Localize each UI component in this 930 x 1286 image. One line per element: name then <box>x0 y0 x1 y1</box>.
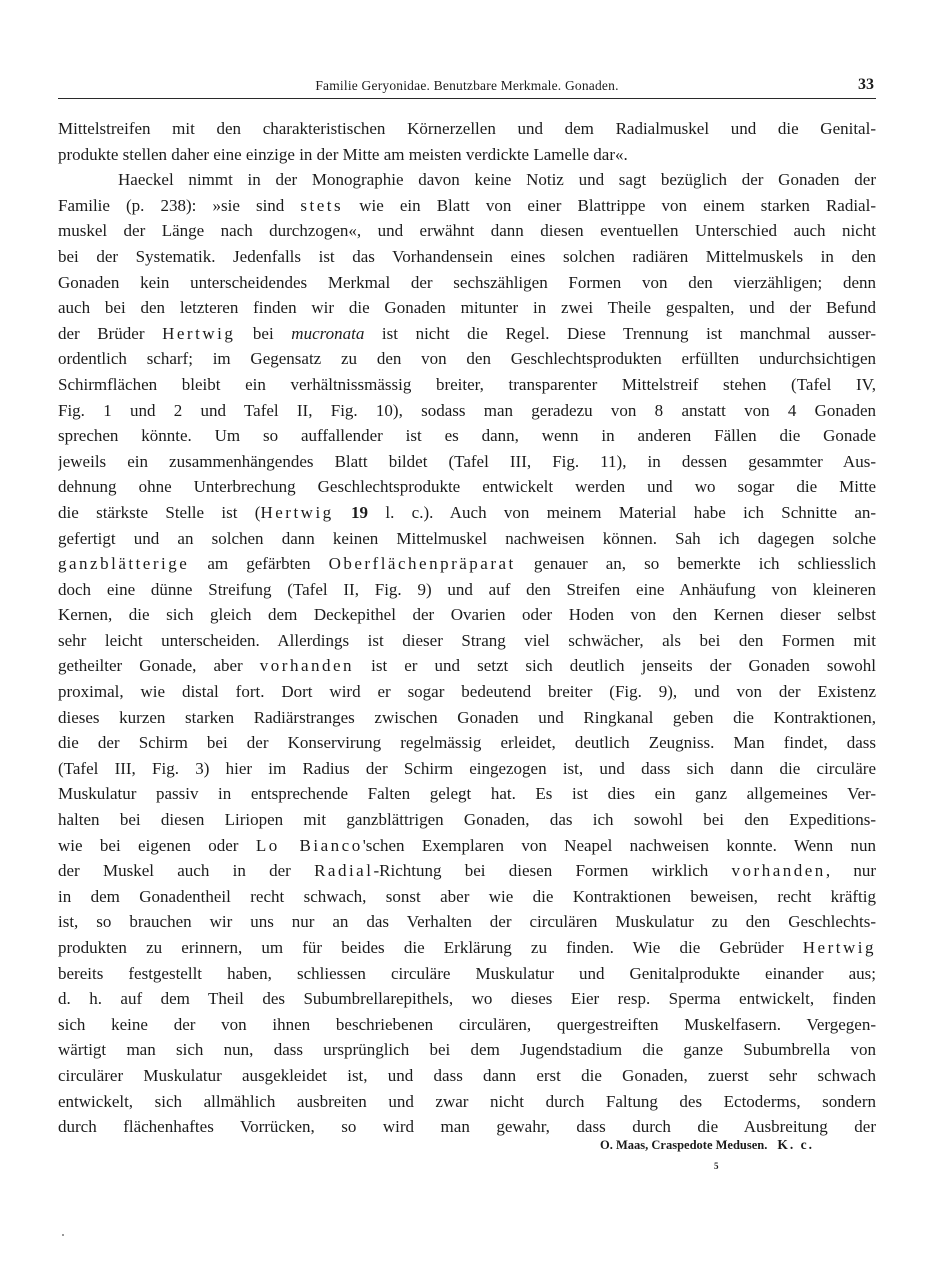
text-line: bei der Systematik. Jedenfalls ist das Vorhandensein eines solchen radiären Mittelmuskels in den <box>58 246 876 266</box>
emphasis-spaced: stets <box>300 195 344 215</box>
text-line: in dem Gonadentheil recht schwach, sonst aber wie die Kontraktionen beweisen, recht kräftig <box>58 886 876 906</box>
text-line: durch flächenhaftes Vorrücken, so wird man gewahr, dass durch die Ausbreitung der <box>58 1117 876 1137</box>
text-line: sprechen könnte. Um so auffallender ist es dann, wenn in anderen Fällen die Gonade <box>58 426 876 446</box>
running-title: Familie Geryonidae. Benutzbare Merkmale. Gonaden. <box>315 78 619 93</box>
text-line: getheilter Gonade, aber vorhanden ist er und setzt sich deutlich jenseits der Gonaden sowohl <box>58 656 876 676</box>
page-number: 33 <box>858 76 874 93</box>
text-line: muskel der Länge nach durchzogen«, und erwähnt dann diesen eventuellen Unterschied auch nicht <box>58 221 876 241</box>
text-line: der Muskel auch in der Radial-Richtung bei diesen Formen wirklich vorhanden, nur <box>58 861 876 881</box>
text-line: die stärkste Stelle ist (Hertwig 19 l. c.). Auch von meinem Material habe ich Schnitte an- <box>58 502 876 522</box>
text-line: doch eine dünne Streifung (Tafel II, Fig. 9) und auf den Streifen eine Anhäufung von kleineren <box>58 579 876 599</box>
emphasis-spaced: Oberflächenpräparat <box>328 554 516 574</box>
running-head <box>58 76 876 99</box>
signature-author: O. Maas, Craspedote Medusen. <box>600 1138 768 1152</box>
text-line: wärtigt man sich nun, dass ursprünglich bei dem Jugendstadium die ganze Subumbrella von <box>58 1040 876 1060</box>
text-line: produkten zu erinnern, um für beides die Erklärung zu finden. Wie die Gebrüder Hertwig <box>58 938 876 957</box>
species-name: mucronata <box>291 323 365 343</box>
text-line: jeweils ein zusammenhängendes Blatt bildet (Tafel III, Fig. 11), in dessen gesammter Aus- <box>58 451 876 471</box>
text-line: Haeckel nimmt in der Monographie davon keine Notiz und sagt bezüglich der Gonaden der <box>118 170 876 190</box>
signature-line <box>600 1137 876 1153</box>
text-line: Fig. 1 und 2 und Tafel II, Fig. 10), sodass man geradezu von 8 anstatt von 4 Gonaden <box>58 400 876 420</box>
emphasis-spaced: Radial <box>314 861 374 881</box>
text-line: Muskulatur passiv in entsprechende Falten gelegt hat. Es ist dies ein ganz allgemeines Ver- <box>58 784 876 804</box>
text-line: die der Schirm bei der Konservirung regelmässig erleidet, deutlich Zeugniss. Man findet, dass <box>58 733 876 753</box>
signature-key: K. c. <box>777 1137 814 1152</box>
scan-speck <box>62 1234 64 1236</box>
text-line: ganzblätterige am gefärbten Oberflächenpräparat genauer an, so bemerkte ich schliesslich <box>58 554 876 574</box>
text-line: Mittelstreifen mit den charakteristischen Körnerzellen und dem Radialmuskel und die Genital- <box>58 119 876 138</box>
text-line: sich keine der von ihnen beschriebenen circulären, quergestreiften Muskelfasern. Vergegen- <box>58 1014 876 1034</box>
text-line: der Brüder Hertwig bei mucronata ist nicht die Regel. Diese Trennung ist manchmal ausser- <box>58 323 876 343</box>
emphasis-spaced: vorhanden <box>731 861 826 881</box>
text-line: Gonaden kein unterscheidendes Merkmal der sechszähligen Formen von den vierzähligen; denn <box>58 272 876 292</box>
text-line: dehnung ohne Unterbrechung Geschlechtsprodukte entwickelt werden und wo sogar die Mitte <box>58 477 876 497</box>
text-line: sehr leicht unterscheiden. Allerdings ist dieser Strang viel schwächer, als bei den Formen mit <box>58 630 876 650</box>
text-line: produkte stellen daher eine einzige in der Mitte am meisten verdickte Lamelle dar«. <box>58 144 628 164</box>
text-line: halten bei diesen Liriopen mit ganzblättrigen Gonaden, das ich sowohl bei den Expeditions- <box>58 810 876 830</box>
body-text <box>58 116 876 1140</box>
emphasis-spaced: ganzblätterige <box>58 554 190 574</box>
text-line: dieses kurzen starken Radiärstranges zwischen Gonaden und Ringkanal geben die Kontraktionen, <box>58 707 876 727</box>
text-line: bereits festgestellt haben, schliessen circuläre Muskulatur und Genitalprodukte einander aus; <box>58 963 876 983</box>
emphasis-spaced: vorhanden <box>259 656 355 676</box>
text-line: proximal, wie distal fort. Dort wird er sogar bedeutend breiter (Fig. 9), und von der Existenz <box>58 682 876 702</box>
text-line: ist, so brauchen wir uns nur an das Verhalten der circulären Muskulatur zu den Geschlechts- <box>58 912 876 932</box>
text-line: entwickelt, sich allmählich ausbreiten und zwar nicht durch Faltung des Ectoderms, sondern <box>58 1091 876 1111</box>
reference-number: 19 <box>351 502 369 522</box>
author-name: Hertwig <box>260 502 334 522</box>
text-line: (Tafel III, Fig. 3) hier im Radius der Schirm eingezogen ist, und dass sich dann die circuläre <box>58 758 876 778</box>
text-line: circulärer Muskulatur ausgekleidet ist, und dass dann erst die Gonaden, zuerst sehr schwach <box>58 1065 876 1085</box>
author-name: Lo Bianco <box>255 835 363 855</box>
text-line: auch bei den letzteren finden wir die Gonaden mitunter in zwei Theile gespalten, und der Befund <box>58 298 876 318</box>
text-line: ordentlich scharf; im Gegensatz zu den von den Geschlechtsprodukten erfüllten undurchsichtigen <box>58 349 876 369</box>
text-line: wie bei eigenen oder Lo Bianco'schen Exemplaren von Neapel nachweisen konnte. Wenn nun <box>58 835 876 855</box>
author-name: Hertwig <box>802 938 876 957</box>
text-line: Familie (p. 238): »sie sind stets wie ein Blatt von einer Blattrippe von einem starken Radial- <box>58 195 876 215</box>
text-line: d. h. auf dem Theil des Subumbrellarepithels, wo dieses Eier resp. Sperma entwickelt, finden <box>58 989 876 1009</box>
author-name: Hertwig <box>162 323 236 343</box>
text-line: Schirmflächen bleibt ein verhältnissmässig breiter, transparenter Mittelstreif stehen (Tafel IV, <box>58 374 876 394</box>
sheet-number: 5 <box>714 1161 719 1171</box>
text-line: gefertigt und an solchen dann keinen Mittelmuskel nachweisen können. Sah ich dagegen solche <box>58 528 876 548</box>
text-line: Kernen, die sich gleich dem Deckepithel der Ovarien oder Hoden von den Kernen dieser selbst <box>58 605 876 625</box>
